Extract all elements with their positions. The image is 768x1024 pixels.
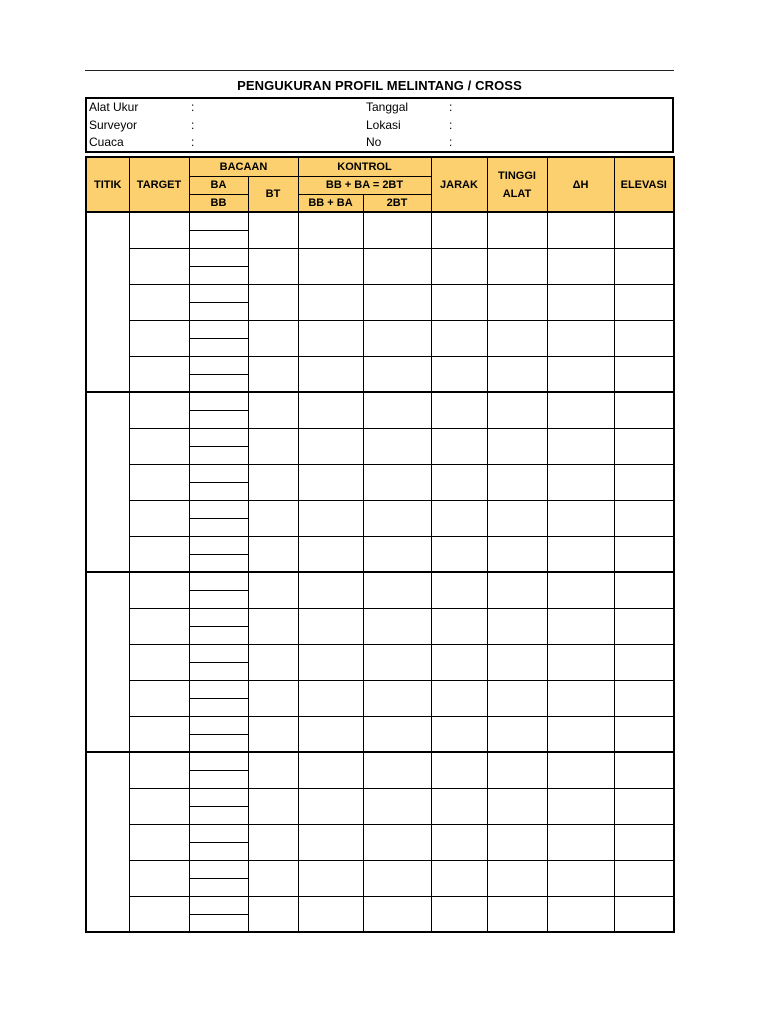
bb-plus-ba-cell[interactable] (298, 608, 363, 644)
titik-cell[interactable] (86, 212, 129, 392)
target-cell[interactable] (129, 392, 189, 428)
target-cell[interactable] (129, 500, 189, 536)
bb-plus-ba-cell[interactable] (298, 356, 363, 392)
jarak-cell[interactable] (431, 284, 487, 320)
elevasi-cell[interactable] (614, 500, 674, 536)
delta-h-cell[interactable] (547, 788, 614, 824)
ba-cell[interactable] (189, 464, 248, 482)
elevasi-cell[interactable] (614, 536, 674, 572)
delta-h-cell[interactable] (547, 896, 614, 932)
header-ba: BA (189, 176, 248, 194)
bt-cell[interactable] (248, 572, 298, 608)
bb-cell[interactable] (189, 518, 248, 536)
bb-cell[interactable] (189, 230, 248, 248)
tinggi-alat-cell[interactable] (487, 752, 547, 788)
bb-cell[interactable] (189, 374, 248, 392)
bt-cell[interactable] (248, 788, 298, 824)
bb-plus-ba-cell[interactable] (298, 572, 363, 608)
table-row (86, 680, 674, 698)
elevasi-cell[interactable] (614, 824, 674, 860)
tinggi-alat-cell[interactable] (487, 212, 547, 248)
target-cell[interactable] (129, 644, 189, 680)
jarak-cell[interactable] (431, 644, 487, 680)
bb-cell[interactable] (189, 770, 248, 788)
delta-h-cell[interactable] (547, 284, 614, 320)
bb-cell[interactable] (189, 734, 248, 752)
info-colon: : (191, 135, 195, 149)
2bt-cell[interactable] (363, 500, 431, 536)
elevasi-cell[interactable] (614, 680, 674, 716)
table-row (86, 212, 674, 230)
table-row (86, 644, 674, 662)
target-cell[interactable] (129, 356, 189, 392)
2bt-cell[interactable] (363, 680, 431, 716)
bt-cell[interactable] (248, 392, 298, 428)
bb-plus-ba-cell[interactable] (298, 896, 363, 932)
jarak-cell[interactable] (431, 608, 487, 644)
ba-cell[interactable] (189, 536, 248, 554)
delta-h-cell[interactable] (547, 464, 614, 500)
table-row (86, 896, 674, 914)
target-cell[interactable] (129, 320, 189, 356)
ba-cell[interactable] (189, 608, 248, 626)
bt-cell[interactable] (248, 356, 298, 392)
elevasi-cell[interactable] (614, 212, 674, 248)
tinggi-alat-cell[interactable] (487, 824, 547, 860)
table-row (86, 608, 674, 626)
elevasi-cell[interactable] (614, 788, 674, 824)
ba-cell[interactable] (189, 572, 248, 590)
delta-h-cell[interactable] (547, 608, 614, 644)
bt-cell[interactable] (248, 680, 298, 716)
table-row (86, 248, 674, 266)
bb-plus-ba-cell[interactable] (298, 392, 363, 428)
bb-cell[interactable] (189, 554, 248, 572)
tinggi-alat-cell[interactable] (487, 680, 547, 716)
top-rule (85, 70, 674, 71)
bb-plus-ba-cell[interactable] (298, 500, 363, 536)
bb-plus-ba-cell[interactable] (298, 860, 363, 896)
header-tinggi-alat: TINGGI ALAT (487, 157, 547, 212)
jarak-cell[interactable] (431, 392, 487, 428)
delta-h-cell[interactable] (547, 500, 614, 536)
header-titik: TITIK (86, 157, 129, 212)
delta-h-cell[interactable] (547, 572, 614, 608)
delta-h-cell[interactable] (547, 824, 614, 860)
tinggi-alat-cell[interactable] (487, 392, 547, 428)
table-row (86, 428, 674, 446)
delta-h-cell[interactable] (547, 680, 614, 716)
bb-plus-ba-cell[interactable] (298, 752, 363, 788)
header-kontrol: KONTROL (298, 157, 431, 176)
jarak-cell[interactable] (431, 716, 487, 752)
survey-table (85, 156, 675, 933)
bt-cell[interactable] (248, 752, 298, 788)
target-cell[interactable] (129, 572, 189, 608)
bt-cell[interactable] (248, 608, 298, 644)
target-cell[interactable] (129, 896, 189, 932)
2bt-cell[interactable] (363, 572, 431, 608)
table-row (86, 464, 674, 482)
titik-cell[interactable] (86, 572, 129, 752)
bt-cell[interactable] (248, 824, 298, 860)
ba-cell[interactable] (189, 896, 248, 914)
jarak-cell[interactable] (431, 320, 487, 356)
header-delta-h: ΔH (547, 157, 614, 212)
bt-cell[interactable] (248, 284, 298, 320)
bb-cell[interactable] (189, 482, 248, 500)
jarak-cell[interactable] (431, 248, 487, 284)
ba-cell[interactable] (189, 788, 248, 806)
target-cell[interactable] (129, 680, 189, 716)
header-target: TARGET (129, 157, 189, 212)
jarak-cell[interactable] (431, 680, 487, 716)
elevasi-cell[interactable] (614, 860, 674, 896)
2bt-cell[interactable] (363, 536, 431, 572)
2bt-cell[interactable] (363, 860, 431, 896)
jarak-cell[interactable] (431, 500, 487, 536)
jarak-cell[interactable] (431, 896, 487, 932)
bt-cell[interactable] (248, 212, 298, 248)
target-cell[interactable] (129, 248, 189, 284)
table-row (86, 536, 674, 554)
info-colon: : (191, 100, 195, 114)
tinggi-alat-cell[interactable] (487, 284, 547, 320)
header-kontrol-formula: BB + BA = 2BT (298, 176, 431, 194)
2bt-cell[interactable] (363, 752, 431, 788)
bb-plus-ba-cell[interactable] (298, 212, 363, 248)
info-colon: : (191, 118, 195, 132)
tinggi-alat-cell[interactable] (487, 788, 547, 824)
delta-h-cell[interactable] (547, 392, 614, 428)
2bt-cell[interactable] (363, 644, 431, 680)
2bt-cell[interactable] (363, 896, 431, 932)
target-cell[interactable] (129, 212, 189, 248)
header-bb: BB (189, 194, 248, 212)
bb-cell[interactable] (189, 266, 248, 284)
tinggi-alat-cell[interactable] (487, 572, 547, 608)
target-cell[interactable] (129, 860, 189, 896)
tinggi-alat-cell[interactable] (487, 608, 547, 644)
info-label-cuaca: Cuaca (89, 135, 124, 149)
titik-cell[interactable] (86, 392, 129, 572)
bb-plus-ba-cell[interactable] (298, 284, 363, 320)
bb-plus-ba-cell[interactable] (298, 248, 363, 284)
2bt-cell[interactable] (363, 428, 431, 464)
tinggi-alat-cell[interactable] (487, 356, 547, 392)
tinggi-alat-cell[interactable] (487, 428, 547, 464)
info-colon: : (449, 135, 453, 149)
2bt-cell[interactable] (363, 392, 431, 428)
bb-plus-ba-cell[interactable] (298, 428, 363, 464)
jarak-cell[interactable] (431, 212, 487, 248)
bb-plus-ba-cell[interactable] (298, 680, 363, 716)
elevasi-cell[interactable] (614, 248, 674, 284)
elevasi-cell[interactable] (614, 716, 674, 752)
info-colon: : (449, 118, 453, 132)
bb-plus-ba-cell[interactable] (298, 788, 363, 824)
bb-plus-ba-cell[interactable] (298, 824, 363, 860)
bt-cell[interactable] (248, 428, 298, 464)
titik-cell[interactable] (86, 752, 129, 932)
bb-cell[interactable] (189, 806, 248, 824)
bb-cell[interactable] (189, 914, 248, 932)
table-row (86, 320, 674, 338)
2bt-cell[interactable] (363, 284, 431, 320)
bt-cell[interactable] (248, 716, 298, 752)
info-label-surveyor: Surveyor (89, 118, 138, 132)
delta-h-cell[interactable] (547, 428, 614, 464)
table-row (86, 824, 674, 842)
header-bt: BT (248, 176, 298, 212)
ba-cell[interactable] (189, 356, 248, 374)
header-bacaan: BACAAN (189, 157, 298, 176)
delta-h-cell[interactable] (547, 536, 614, 572)
ba-cell[interactable] (189, 392, 248, 410)
bt-cell[interactable] (248, 644, 298, 680)
target-cell[interactable] (129, 716, 189, 752)
tinggi-alat-cell[interactable] (487, 644, 547, 680)
bb-cell[interactable] (189, 590, 248, 608)
bb-cell[interactable] (189, 302, 248, 320)
delta-h-cell[interactable] (547, 212, 614, 248)
target-cell[interactable] (129, 788, 189, 824)
info-label-lokasi: Lokasi (366, 118, 401, 132)
jarak-cell[interactable] (431, 824, 487, 860)
bb-cell[interactable] (189, 410, 248, 428)
elevasi-cell[interactable] (614, 356, 674, 392)
elevasi-cell[interactable] (614, 896, 674, 932)
ba-cell[interactable] (189, 644, 248, 662)
elevasi-cell[interactable] (614, 644, 674, 680)
tinggi-alat-cell[interactable] (487, 320, 547, 356)
jarak-cell[interactable] (431, 752, 487, 788)
jarak-cell[interactable] (431, 860, 487, 896)
ba-cell[interactable] (189, 248, 248, 266)
header-elevasi: ELEVASI (614, 157, 674, 212)
ba-cell[interactable] (189, 320, 248, 338)
bt-cell[interactable] (248, 536, 298, 572)
bb-cell[interactable] (189, 662, 248, 680)
ba-cell[interactable] (189, 716, 248, 734)
bb-cell[interactable] (189, 878, 248, 896)
bt-cell[interactable] (248, 464, 298, 500)
info-box (85, 97, 674, 153)
ba-cell[interactable] (189, 752, 248, 770)
bt-cell[interactable] (248, 896, 298, 932)
target-cell[interactable] (129, 464, 189, 500)
bb-plus-ba-cell[interactable] (298, 716, 363, 752)
table-row (86, 392, 674, 410)
delta-h-cell[interactable] (547, 716, 614, 752)
tinggi-alat-cell[interactable] (487, 464, 547, 500)
bb-plus-ba-cell[interactable] (298, 320, 363, 356)
bt-cell[interactable] (248, 248, 298, 284)
bb-plus-ba-cell[interactable] (298, 464, 363, 500)
2bt-cell[interactable] (363, 788, 431, 824)
ba-cell[interactable] (189, 428, 248, 446)
ba-cell[interactable] (189, 212, 248, 230)
target-cell[interactable] (129, 284, 189, 320)
2bt-cell[interactable] (363, 248, 431, 284)
delta-h-cell[interactable] (547, 356, 614, 392)
header-jarak: JARAK (431, 157, 487, 212)
bb-plus-ba-cell[interactable] (298, 536, 363, 572)
ba-cell[interactable] (189, 860, 248, 878)
bb-cell[interactable] (189, 842, 248, 860)
bt-cell[interactable] (248, 500, 298, 536)
jarak-cell[interactable] (431, 536, 487, 572)
info-colon: : (449, 100, 453, 114)
2bt-cell[interactable] (363, 212, 431, 248)
target-cell[interactable] (129, 824, 189, 860)
jarak-cell[interactable] (431, 572, 487, 608)
jarak-cell[interactable] (431, 788, 487, 824)
2bt-cell[interactable] (363, 356, 431, 392)
elevasi-cell[interactable] (614, 320, 674, 356)
target-cell[interactable] (129, 752, 189, 788)
table-row (86, 860, 674, 878)
info-label-tanggal: Tanggal (366, 100, 409, 114)
delta-h-cell[interactable] (547, 752, 614, 788)
bt-cell[interactable] (248, 320, 298, 356)
elevasi-cell[interactable] (614, 428, 674, 464)
table-row (86, 356, 674, 374)
delta-h-cell[interactable] (547, 320, 614, 356)
ba-cell[interactable] (189, 284, 248, 302)
elevasi-cell[interactable] (614, 284, 674, 320)
table-row (86, 716, 674, 734)
table-row (86, 284, 674, 302)
2bt-cell[interactable] (363, 608, 431, 644)
target-cell[interactable] (129, 428, 189, 464)
bb-plus-ba-cell[interactable] (298, 644, 363, 680)
table-row (86, 572, 674, 590)
jarak-cell[interactable] (431, 428, 487, 464)
elevasi-cell[interactable] (614, 392, 674, 428)
elevasi-cell[interactable] (614, 608, 674, 644)
2bt-cell[interactable] (363, 824, 431, 860)
delta-h-cell[interactable] (547, 860, 614, 896)
table-row (86, 500, 674, 518)
info-label-alat-ukur: Alat Ukur (89, 100, 139, 114)
bb-cell[interactable] (189, 626, 248, 644)
tinggi-alat-cell[interactable] (487, 860, 547, 896)
2bt-cell[interactable] (363, 464, 431, 500)
ba-cell[interactable] (189, 500, 248, 518)
tinggi-alat-cell[interactable] (487, 500, 547, 536)
target-cell[interactable] (129, 536, 189, 572)
tinggi-alat-cell[interactable] (487, 896, 547, 932)
elevasi-cell[interactable] (614, 752, 674, 788)
target-cell[interactable] (129, 608, 189, 644)
header-2bt: 2BT (363, 194, 431, 212)
2bt-cell[interactable] (363, 320, 431, 356)
tinggi-alat-cell[interactable] (487, 248, 547, 284)
elevasi-cell[interactable] (614, 464, 674, 500)
bb-cell[interactable] (189, 446, 248, 464)
ba-cell[interactable] (189, 680, 248, 698)
table-row (86, 788, 674, 806)
table-row (86, 752, 674, 770)
page-title: PENGUKURAN PROFIL MELINTANG / CROSS (237, 78, 522, 93)
ba-cell[interactable] (189, 824, 248, 842)
bb-cell[interactable] (189, 338, 248, 356)
bb-cell[interactable] (189, 698, 248, 716)
jarak-cell[interactable] (431, 464, 487, 500)
2bt-cell[interactable] (363, 716, 431, 752)
info-label-no: No (366, 135, 382, 149)
jarak-cell[interactable] (431, 356, 487, 392)
delta-h-cell[interactable] (547, 644, 614, 680)
header-bb-plus-ba: BB + BA (298, 194, 363, 212)
tinggi-alat-cell[interactable] (487, 716, 547, 752)
delta-h-cell[interactable] (547, 248, 614, 284)
bt-cell[interactable] (248, 860, 298, 896)
elevasi-cell[interactable] (614, 572, 674, 608)
tinggi-alat-cell[interactable] (487, 536, 547, 572)
